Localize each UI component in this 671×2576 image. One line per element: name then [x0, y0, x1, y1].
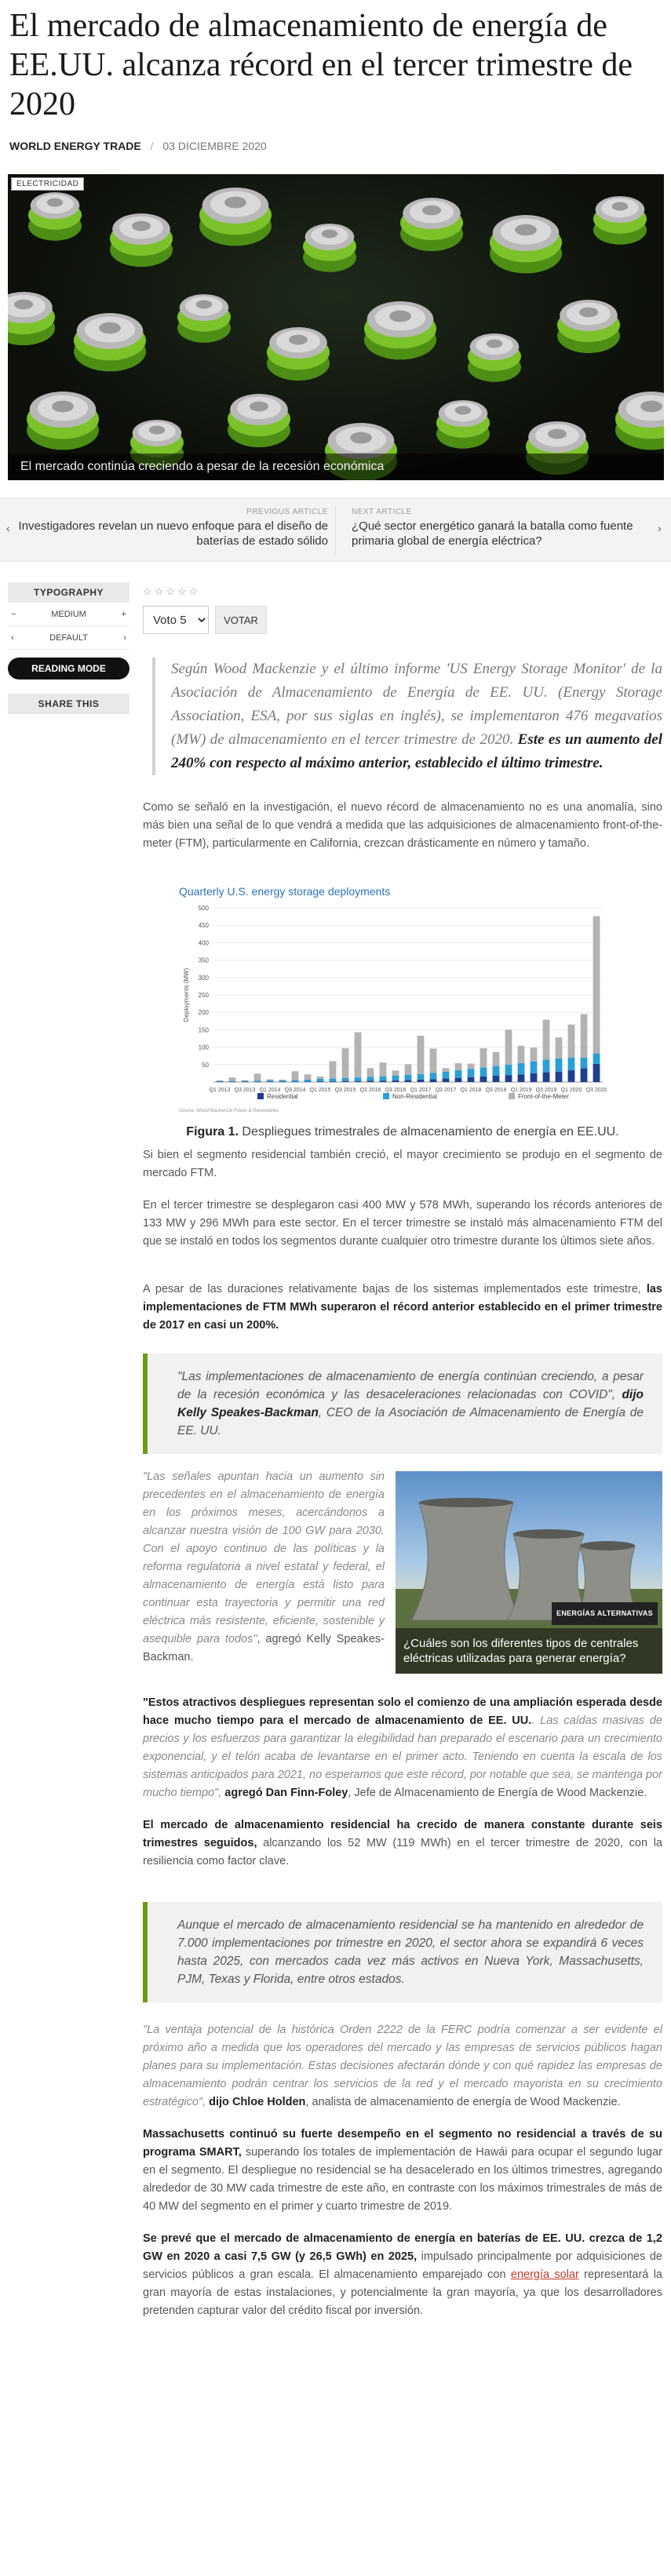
bar-residential	[568, 1070, 575, 1082]
paragraph-text: . Las caídas masivas de precios y los esfuerzos para garantizar la elegibilidad han preparado el escenario para un crecimiento exponencial, y el telón acaba de levantarse en el primer acto. Teniendo en cuenta la escala de los sistemas anticipados para 2021, no esperamos que este récord, por notable que sea, se mantenga por mucho tiempo",	[143, 1714, 662, 1799]
bar-residential	[556, 1072, 563, 1082]
bar-front-of-the-meter	[380, 1062, 387, 1077]
paragraph-bold: las implementaciones de FTM MWh superaron el récord anterior establecido en el primer trimestre de 2017 en casi un 200%.	[143, 1283, 662, 1332]
paragraph-text: alcanzando los 52 MW (119 MWh) en el tercer trimestre de 2020, con la resiliencia como factor clave.	[143, 1837, 662, 1867]
related-category-badge[interactable]: ENERGÍAS ALTERNATIVAS	[552, 1602, 658, 1625]
quote-role: , CEO de la Asociación de Almacenamiento de Energía de EE. UU.	[177, 1406, 644, 1437]
battery-icon	[364, 301, 436, 359]
bar-front-of-the-meter	[568, 1025, 575, 1058]
bar-non-residential	[367, 1077, 374, 1080]
bar-residential	[468, 1077, 475, 1082]
category-tag[interactable]: ELECTRICIDAD	[11, 177, 84, 191]
chevron-left-icon[interactable]: ‹	[6, 522, 10, 534]
x-tick-label: Q1 2013	[209, 1088, 231, 1093]
x-tick-label: Q3 2017	[435, 1088, 457, 1093]
battery-icon	[490, 215, 562, 273]
article-date: 03 DICIEMBRE 2020	[162, 140, 267, 152]
bar-front-of-the-meter	[518, 1046, 525, 1063]
x-tick-label: Q3 2019	[535, 1088, 557, 1093]
typography-sidebar	[8, 582, 129, 714]
previous-article-title[interactable]: Investigadores revelan un nuevo enfoque para el diseño de baterías de estado sólido	[18, 519, 328, 548]
font-size-decrease-button[interactable]: −	[11, 609, 16, 619]
vote-controls	[143, 606, 662, 634]
x-tick-label: Q1 2018	[460, 1088, 482, 1093]
chart-source: Source: Wood Mackenzie Power & Renewables	[179, 1109, 279, 1113]
bar-front-of-the-meter	[556, 1037, 563, 1058]
pull-quote	[143, 1354, 662, 1454]
bar-front-of-the-meter	[593, 916, 600, 1054]
battery-icon	[557, 300, 620, 353]
paragraph-bold: Massachusetts continuó su fuerte desempeño en el segmento no residencial a través de su programa SMART,	[143, 2128, 662, 2159]
y-tick-label: 150	[198, 1026, 209, 1034]
x-tick-label: Q1 2017	[410, 1088, 432, 1093]
bar-non-residential	[279, 1080, 286, 1082]
paragraph: Si bien el segmento residencial también creció, el mayor crecimiento se produjo en el segmento de mercado FTM.	[143, 1149, 662, 1179]
continued-quote	[143, 1468, 385, 1667]
battery-icon	[27, 392, 99, 450]
battery-icon	[199, 188, 272, 246]
x-tick-label: Q1 2015	[309, 1088, 331, 1093]
legend-swatch	[383, 1093, 389, 1099]
legend-label: Residential	[267, 1093, 298, 1100]
figure-1	[143, 881, 662, 1140]
x-tick-label: Q3 2016	[385, 1088, 407, 1093]
solar-energy-link[interactable]: energía solar	[510, 2268, 579, 2281]
y-tick-label: 450	[198, 922, 209, 930]
paragraph-bold: El mercado de almacenamiento residencial ha crecido de manera constante durante seis trimestres seguidos,	[143, 1819, 662, 1849]
bar-residential	[418, 1080, 425, 1082]
bar-front-of-the-meter	[267, 1079, 274, 1080]
share-this-button[interactable]: SHARE THIS	[8, 694, 129, 714]
star-rating[interactable]: ☆☆☆☆☆	[143, 585, 201, 597]
y-tick-label: 200	[198, 1009, 209, 1017]
cooling-tower-icon	[411, 1498, 520, 1620]
bar-non-residential	[505, 1065, 512, 1075]
paragraph	[143, 2230, 662, 2320]
font-prev-button[interactable]: ‹	[11, 632, 14, 643]
chevron-right-icon[interactable]: ›	[658, 522, 662, 534]
battery-icon	[74, 313, 146, 371]
bar-non-residential	[543, 1060, 550, 1073]
bar-front-of-the-meter	[418, 1036, 425, 1074]
bar-front-of-the-meter	[430, 1048, 437, 1073]
font-size-value: MEDIUM	[51, 609, 86, 619]
related-article-title[interactable]: ¿Cuáles son los diferentes tipos de centrales eléctricas utilizadas para generar energía?	[396, 1628, 662, 1674]
bar-front-of-the-meter	[292, 1071, 299, 1080]
bar-residential	[367, 1080, 374, 1082]
byline	[0, 124, 671, 158]
quote-author: dijo Kelly Speakes-Backman	[177, 1388, 644, 1419]
bar-non-residential	[430, 1073, 437, 1079]
bar-residential	[405, 1080, 412, 1082]
paragraph: En el tercer trimestre se desplegaron casi 400 MW y 578 MWh, superando los récords anteriores de 133 MW y 296 MWh para este sector. En el tercer trimestre se instaló más almacenamiento FTM del que se instaló en todos los segmentos durante cualquier otro trimestre durante los últimos siete años.	[143, 1199, 662, 1248]
pull-quote: Aunque el mercado de almacenamiento residencial se ha mantenido en alrededor de 7.000 implementaciones por trimestre en 2020, el sector ahora se expandirá 6 veces hasta 2025, con mercados cada vez más activos en Nueva York, Massachusetts, PJM, Texas y Florida, entre otros estados.	[143, 1902, 662, 2002]
article-source-link[interactable]: WORLD ENERGY TRADE	[9, 140, 141, 152]
y-tick-label: 100	[198, 1044, 209, 1051]
battery-icon	[267, 327, 330, 381]
bar-front-of-the-meter	[392, 1070, 399, 1076]
bar-non-residential	[355, 1077, 362, 1080]
paragraph-text: superando los totales de implementación de Hawái para ocupar el segundo lugar en el segmento. El despliegue no residencial se ha desacelerado en los últimos trimestres, agregando alrededor de 30 MW cada trimestre de este año, en contraste con los máximos trimestrales de más de 40 MW del segmento en el primer y cuarto trimestre de 2019.	[143, 2146, 662, 2213]
bar-front-of-the-meter	[229, 1077, 236, 1080]
hero-image	[8, 174, 664, 480]
bar-residential	[380, 1080, 387, 1082]
bar-residential	[330, 1081, 337, 1082]
paragraph-bold: "Estos atractivos despliegues representan solo el comienzo de una ampliación esperada desde hace mucho tiempo para el mercado de almacenamiento de EE. UU.	[143, 1696, 662, 1727]
paragraph	[143, 1694, 662, 1802]
battery-icon	[400, 198, 463, 251]
bar-front-of-the-meter	[367, 1068, 374, 1077]
bar-front-of-the-meter	[455, 1063, 462, 1070]
paragraph	[143, 1281, 662, 1335]
paragraph-text: impulsado principalmente por adquisiciones de servicios públicos a gran escala. El almacenamiento emparejado con	[143, 2250, 662, 2281]
lead-quote	[152, 658, 662, 775]
bar-residential	[505, 1075, 512, 1082]
bar-non-residential	[556, 1058, 563, 1072]
bar-non-residential	[518, 1063, 525, 1074]
previous-article-label: PREVIOUS ARTICLE	[246, 508, 328, 516]
bar-front-of-the-meter	[405, 1064, 412, 1074]
bar-residential	[342, 1081, 349, 1082]
x-tick-label: Q3 2014	[284, 1088, 306, 1093]
quote-with-related	[143, 1468, 662, 1694]
battery-icon	[8, 292, 55, 345]
y-tick-label: 500	[198, 905, 209, 912]
quote-text: "Las implementaciones de almacenamiento de energía continúan creciendo, a pesar de la recesión económica y las desaceleraciones relacionadas con COVID",	[177, 1370, 644, 1401]
y-tick-label: 50	[202, 1061, 209, 1069]
paragraph-bold: agregó Dan Finn-Foley	[221, 1787, 348, 1799]
bar-front-of-the-meter	[531, 1048, 538, 1062]
font-family-control	[8, 626, 129, 650]
bar-residential	[443, 1079, 450, 1082]
bar-residential	[531, 1073, 538, 1082]
bar-residential	[355, 1081, 362, 1082]
lead-quote-highlight: Este es un aumento del 240% con respecto al máximo anterior, establecido el último trimestre.	[171, 731, 663, 771]
bar-non-residential	[581, 1058, 588, 1068]
bar-non-residential	[380, 1077, 387, 1080]
battery-icon	[436, 400, 490, 449]
bar-residential	[392, 1080, 399, 1082]
bar-residential	[493, 1076, 500, 1082]
paragraph-bold: dijo Chloe Holden	[206, 2096, 306, 2108]
bar-residential	[593, 1064, 600, 1082]
battery-icon	[177, 294, 231, 343]
x-tick-label: Q1 2016	[359, 1088, 381, 1093]
bar-non-residential	[229, 1081, 236, 1082]
battery-icon	[28, 192, 82, 241]
figure-caption-text: Despliegues trimestrales de almacenamiento de energía en EE.UU.	[238, 1125, 619, 1139]
legend-swatch	[509, 1093, 515, 1099]
x-tick-label: Q3 2013	[234, 1088, 256, 1093]
battery-icon	[615, 392, 664, 450]
bar-front-of-the-meter	[505, 1029, 512, 1064]
next-article-title[interactable]: ¿Qué sector energético ganará la batalla como fuente primaria global de energía eléctrica?	[352, 519, 633, 548]
font-next-button[interactable]: ›	[123, 632, 126, 643]
bar-non-residential	[531, 1062, 538, 1073]
bar-front-of-the-meter	[581, 1014, 588, 1058]
bar-non-residential	[468, 1069, 475, 1077]
previous-article-link[interactable]	[14, 508, 328, 548]
battery-icon	[303, 224, 356, 272]
byline-separator: /	[150, 140, 154, 152]
article-title: El mercado de almacenamiento de energía de EE.UU. alcanza récord en el tercer trimestre de 2020	[9, 8, 633, 122]
x-tick-label: Q3 2015	[334, 1088, 356, 1093]
vote-button[interactable]: VOTAR	[215, 606, 267, 634]
y-axis-label: Deployments (MW)	[183, 967, 190, 1022]
x-tick-label: Q3 2020	[585, 1088, 607, 1093]
battery-icon	[110, 213, 173, 267]
paragraph: Como se señaló en la investigación, el nuevo récord de almacenamiento no es una anomalía, sino más bien una señal de lo que vendrá a medida que las adquisiciones de almacenamiento front-of-the-meter (FTM), particularmente en California, crezcan drásticamente en número y tamaño.	[143, 801, 662, 850]
bar-residential	[581, 1068, 588, 1082]
x-tick-label: Q1 2020	[560, 1088, 582, 1093]
x-tick-label: Q1 2014	[259, 1088, 281, 1093]
lead-quote-text: Según Wood Mackenzie y el último informe 'US Energy Storage Monitor' de la Asociación de Almacenamiento de Energía de EE. UU. (Energy Storage Association, ESA, por sus siglas en inglés), se implementaron 476 megavatios (MW) de almacenamiento en el tercer trimestre de 2020.	[171, 661, 662, 748]
y-tick-label: 300	[198, 974, 209, 982]
bar-non-residential	[593, 1054, 600, 1064]
bar-non-residential	[405, 1075, 412, 1080]
bar-non-residential	[267, 1080, 274, 1082]
bar-residential	[480, 1077, 487, 1082]
article-body	[143, 582, 662, 2320]
bar-non-residential	[342, 1078, 349, 1081]
bar-front-of-the-meter	[468, 1063, 475, 1069]
x-tick-label: Q3 2018	[485, 1088, 507, 1093]
bar-residential	[430, 1079, 437, 1082]
bar-residential	[543, 1073, 550, 1082]
bar-front-of-the-meter	[480, 1048, 487, 1067]
divider	[335, 506, 336, 555]
prev-next-navigation	[0, 497, 671, 562]
continued-quote-attribution: , agregó Kelly Speakes-Backman.	[143, 1633, 385, 1663]
bar-front-of-the-meter	[493, 1052, 500, 1066]
next-article-link[interactable]	[352, 508, 666, 548]
y-tick-label: 350	[198, 956, 209, 964]
batteries-illustration	[8, 174, 664, 480]
bar-non-residential	[443, 1072, 450, 1079]
bar-non-residential	[217, 1081, 224, 1082]
font-size-increase-button[interactable]: +	[121, 609, 126, 619]
continued-quote-text: "Las señales apuntan hacia un aumento sin precedentes en el almacenamiento de energía en los próximos meses, acercándonos a alcanzar nuestra visión de 100 GW para 2030. Con el apoyo continuo de las políticas y la reforma regulatoria a nivel estatal y federal, el almacenamiento de energía está listo para continuar esta trayectoria y permitir una red eléctrica más resistente, eficiente, sostenible y asequible para todos"	[143, 1470, 385, 1645]
bar-front-of-the-meter	[305, 1074, 312, 1080]
legend-label: Non-Residential	[392, 1093, 437, 1100]
chart-title: Quarterly U.S. energy storage deployments	[179, 885, 391, 898]
paragraph-text: representará la gran mayoría de estas instalaciones, y potencialmente la gran mayoría, ya que los desarrolladores pretenden capturar valor del crédito fiscal por inversión.	[143, 2268, 662, 2317]
bar-non-residential	[305, 1080, 312, 1082]
y-tick-label: 250	[198, 992, 209, 999]
bar-front-of-the-meter	[543, 1020, 550, 1060]
bar-residential	[455, 1078, 462, 1082]
legend-swatch	[257, 1093, 264, 1099]
bar-residential	[317, 1081, 324, 1082]
battery-icon	[468, 333, 521, 382]
bar-non-residential	[493, 1066, 500, 1076]
x-tick-label: Q1 2019	[510, 1088, 532, 1093]
bar-non-residential	[568, 1058, 575, 1070]
reading-mode-button[interactable]: READING MODE	[8, 658, 129, 680]
vote-select[interactable]	[143, 606, 209, 634]
paragraph	[143, 2126, 662, 2216]
bar-non-residential	[455, 1070, 462, 1078]
paragraph-text: A pesar de las duraciones relativamente bajas de los sistemas implementados este trimestre,	[143, 1283, 647, 1295]
bar-front-of-the-meter	[254, 1073, 261, 1080]
related-article-card[interactable]	[396, 1471, 662, 1674]
bar-non-residential	[418, 1074, 425, 1080]
bar-non-residential	[254, 1080, 261, 1081]
storage-deployments-chart	[171, 881, 611, 1117]
y-tick-label: 400	[198, 939, 209, 947]
figure-caption-label: Figura 1.	[186, 1125, 239, 1139]
bar-non-residential	[242, 1080, 249, 1081]
bar-front-of-the-meter	[342, 1048, 349, 1078]
bar-front-of-the-meter	[355, 1033, 362, 1078]
font-size-control	[8, 603, 129, 626]
bar-non-residential	[317, 1079, 324, 1081]
paragraph	[143, 2021, 662, 2111]
paragraph-text: , analista de almacenamiento de energía de Wood Mackenzie.	[305, 2096, 621, 2108]
hero-caption: El mercado continúa creciendo a pesar de la recesión económica	[8, 454, 664, 480]
paragraph-bold: Se prevé que el mercado de almacenamiento de energía en baterías de EE. UU. crezca de 1,2 GW en 2020 a casi 7,5 GW (y 26,5 GWh) en 2025,	[143, 2232, 662, 2263]
legend-label: Front-of-the-Meter	[518, 1093, 569, 1100]
battery-icon	[228, 394, 290, 447]
bar-front-of-the-meter	[330, 1061, 337, 1078]
typography-heading: TYPOGRAPHY	[8, 582, 129, 603]
bar-non-residential	[480, 1067, 487, 1077]
bar-non-residential	[292, 1080, 299, 1081]
bar-front-of-the-meter	[443, 1068, 450, 1071]
font-family-value: DEFAULT	[49, 632, 88, 643]
figure-caption	[143, 1123, 662, 1141]
bar-front-of-the-meter	[217, 1080, 224, 1081]
next-article-label: NEXT ARTICLE	[352, 508, 412, 516]
paragraph-text: , Jefe de Almacenamiento de Energía de Wood Mackenzie.	[348, 1787, 647, 1799]
bar-residential	[518, 1074, 525, 1082]
paragraph	[143, 1816, 662, 1871]
bar-non-residential	[330, 1079, 337, 1082]
bar-non-residential	[392, 1076, 399, 1080]
bar-front-of-the-meter	[317, 1077, 324, 1079]
battery-icon	[593, 196, 647, 245]
paragraph-text: "La ventaja potencial de la histórica Orden 2222 de la FERC podría comenzar a ser evidente el próximo año a medida que los operadores del mercado y las empresas de servicios públicos hagan planes para su implementación. Estas decisiones afectarán dónde y con qué rapidez las empresas de almacenamiento podrán centrar los servicios de la red y el mercado mayorista en su crecimiento estratégico",	[143, 2024, 662, 2108]
